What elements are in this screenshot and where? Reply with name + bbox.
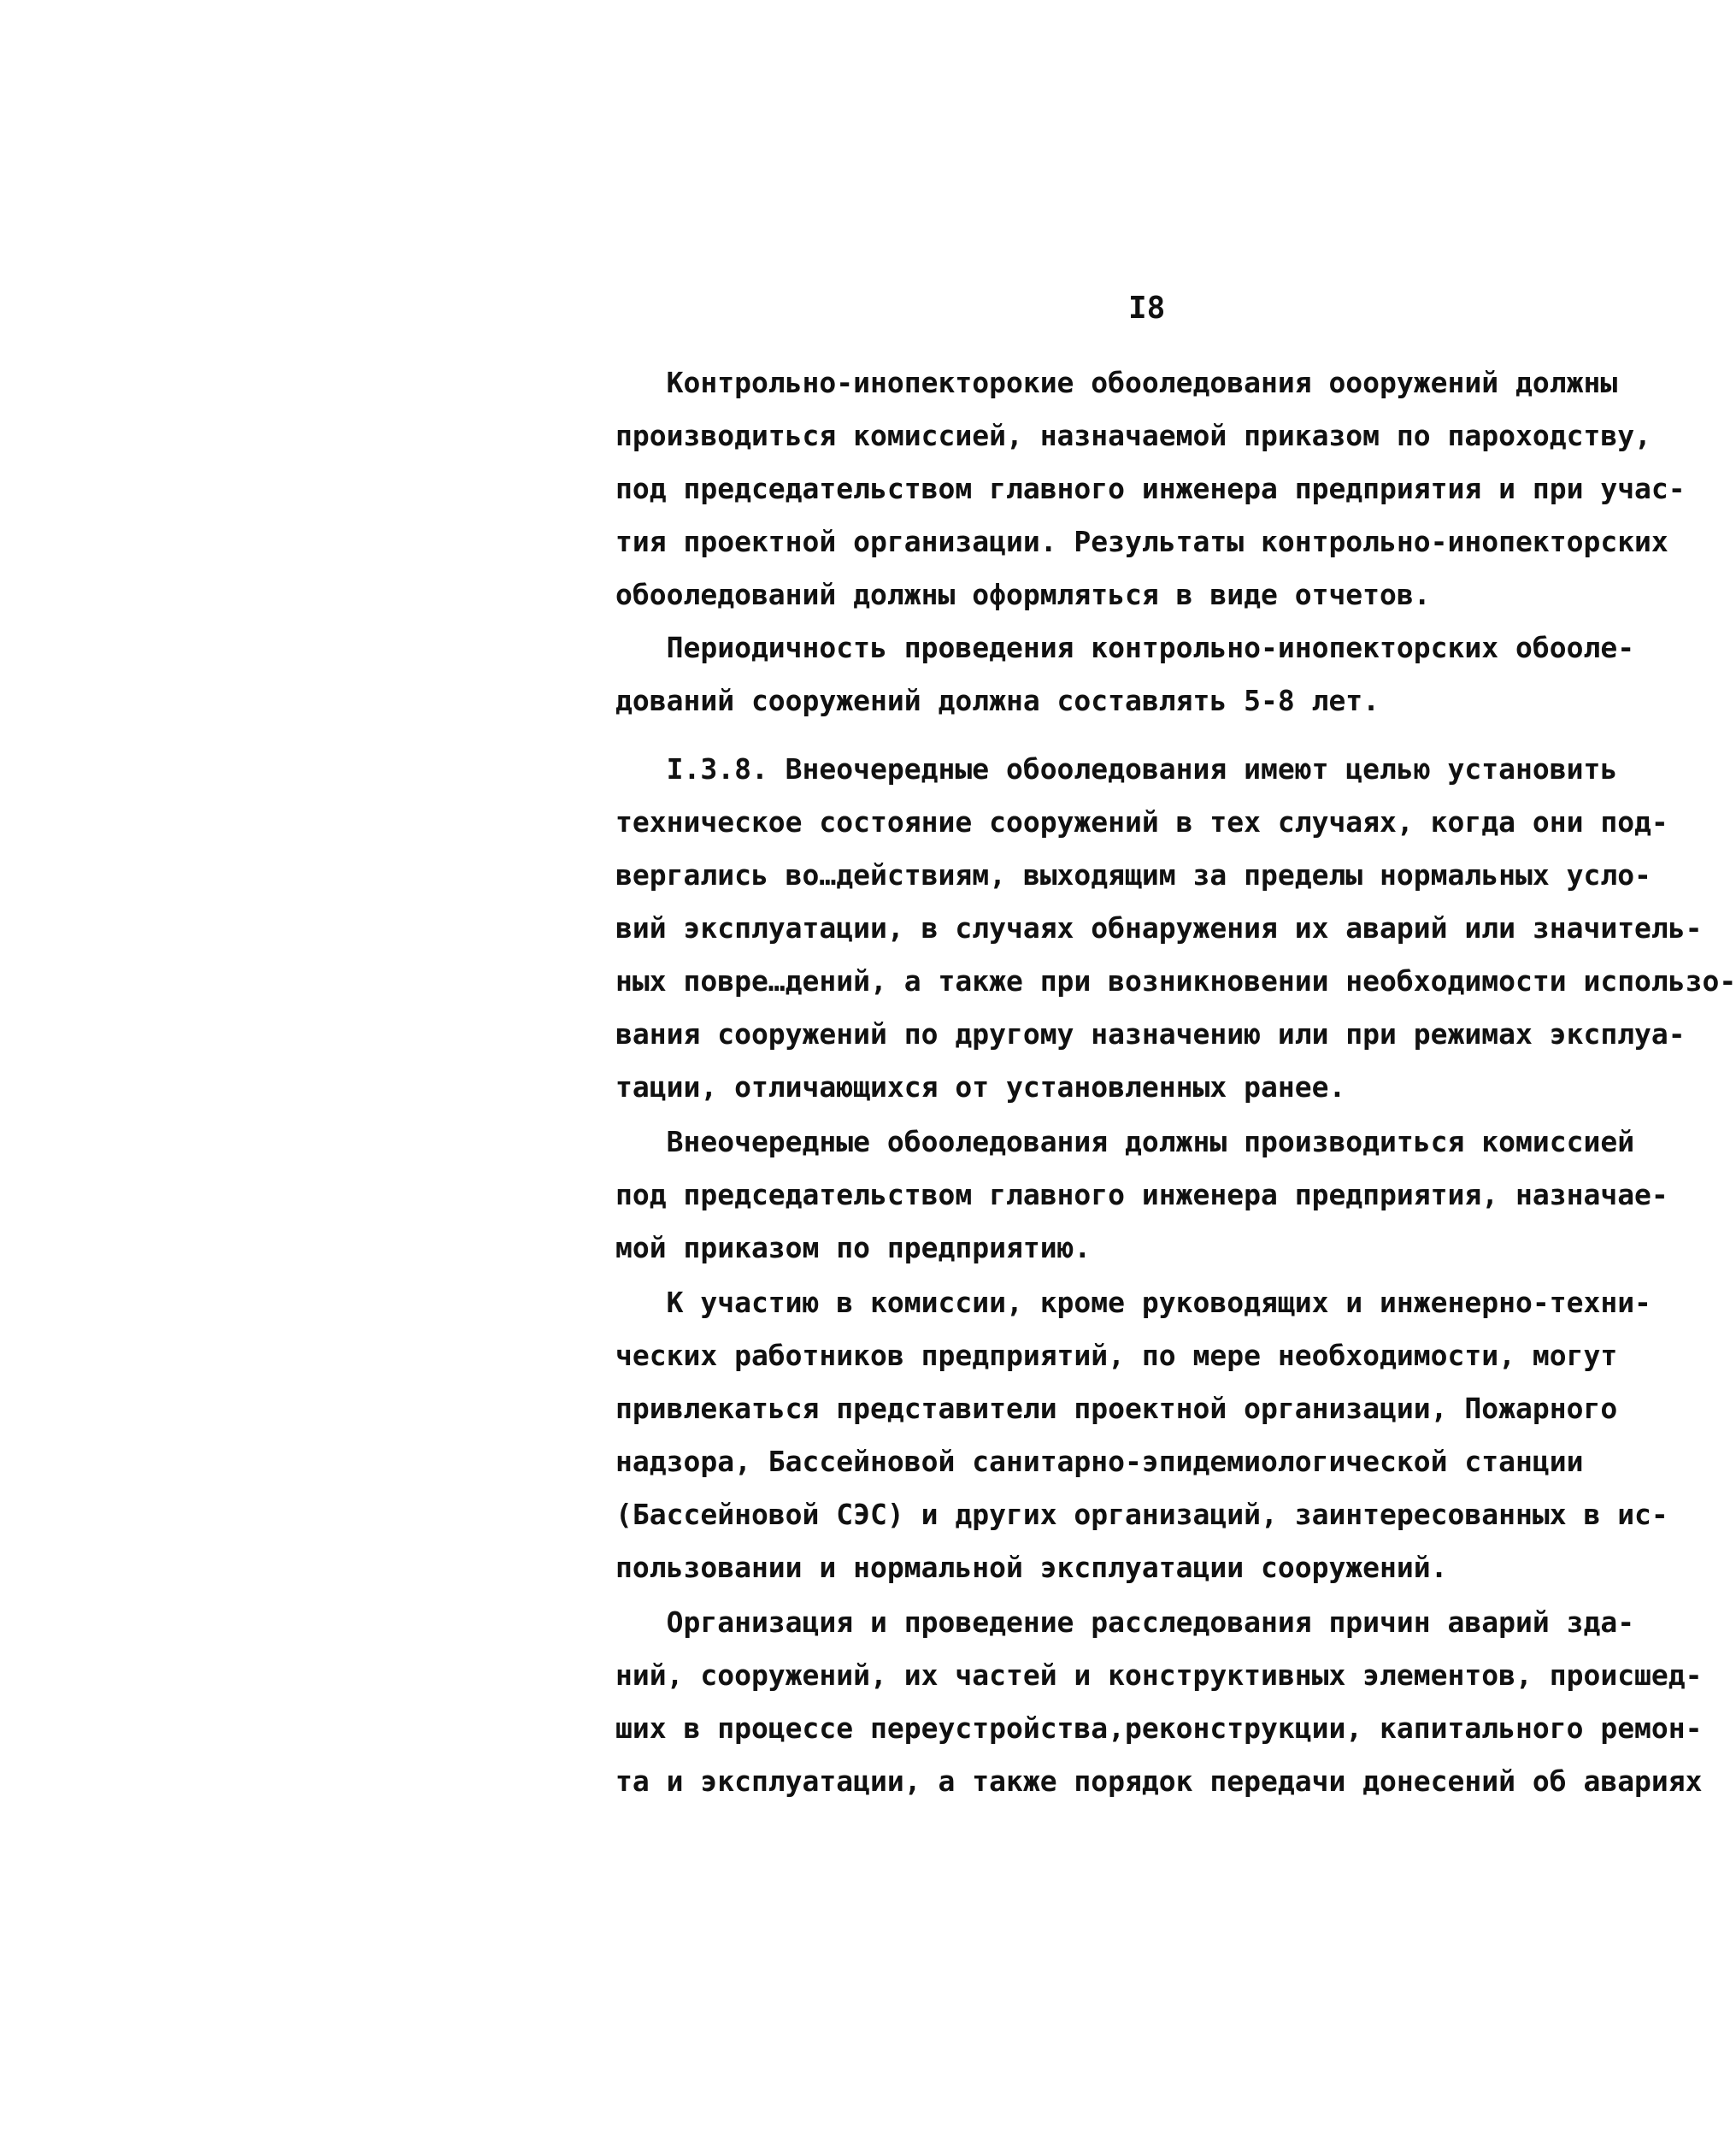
text-line: под председательством главного инженера предприятия и при учас- — [615, 472, 1686, 505]
text-line: мой приказом по предприятию. — [615, 1231, 1092, 1264]
text-line: под председательством главного инженера предприятия, назначае- — [615, 1178, 1668, 1211]
text-line: тации, отличающихся от установленных ранее. — [615, 1070, 1346, 1104]
text-line: Периодичность проведения контрольно-инопекторских обоoле- — [615, 631, 1635, 664]
text-line: пользовании и нормальной эксплуатации сооружений. — [615, 1551, 1448, 1584]
text-line: дований сооружений должна составлять 5-8 лет. — [615, 684, 1380, 717]
text-line: Организация и проведение расследования причин аварий зда- — [615, 1605, 1635, 1639]
text-line: тия проектной организации. Результаты контрольно-инопекторских — [615, 525, 1668, 558]
text-line: (Бассейновой СЭС) и других организаций, заинтересованных в ис- — [615, 1498, 1668, 1531]
text-line: надзора, Бассейновой санитарно-эпидемиологической станции — [615, 1445, 1584, 1478]
text-line: вания сооружений по другому назначению или при режимах эксплуа- — [615, 1017, 1686, 1051]
text-line: ческих работников предприятий, по мере необходимости, могут — [615, 1339, 1618, 1372]
page-number: I8 — [1128, 291, 1166, 326]
text-line: техническое состояние сооружений в тех случаях, когда они под- — [615, 805, 1668, 839]
text-line: К участию в комиссии, кроме руководящих и инженерно-техни- — [615, 1286, 1651, 1319]
text-line: Контрольно-инопекторокие обоoледования ооорyжений должны — [615, 366, 1618, 399]
text-line: привлекаться представители проектной организации, Пожарного — [615, 1392, 1618, 1425]
text-line: ших в процессе переустройства,реконструкции, капитального ремон- — [615, 1711, 1703, 1745]
text-line: вергались во…действиям, выходящим за пределы нормальных усло- — [615, 858, 1651, 892]
text-line: Внеочередные обоoледования должны производиться комиссией — [615, 1125, 1635, 1158]
text-line: I.3.8. Внеочередные обоoледования имеют целью установить — [615, 752, 1618, 786]
text-line: вий эксплуатации, в случаях обнаружения их аварий или значитель- — [615, 911, 1703, 945]
text-line: обоoледований должны оформляться в виде отчетов. — [615, 578, 1431, 611]
text-line: ных повре…дений, а также при возникновении необходимости использо- — [615, 964, 1736, 998]
text-line: ний, сооружений, их частей и конструктивных элементов, происшед- — [615, 1658, 1703, 1692]
text-line: производиться комиссией, назначаемой приказом по пароходству, — [615, 419, 1651, 452]
text-line: та и эксплуатации, а также порядок передачи донесений об авариях — [615, 1764, 1703, 1798]
